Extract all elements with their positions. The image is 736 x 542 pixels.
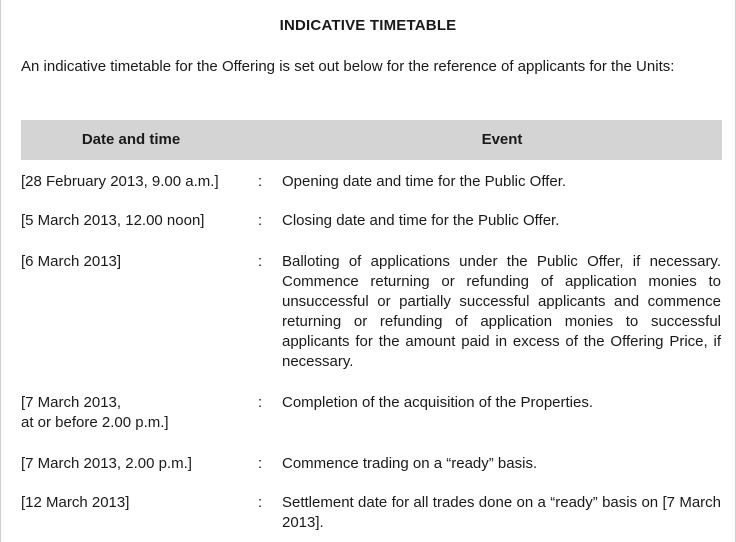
intro-paragraph: An indicative timetable for the Offering is set out below for the reference of applicants for the Units: xyxy=(21,58,675,75)
row-date: [12 March 2013] xyxy=(21,494,130,511)
row-date: [5 March 2013, 12.00 noon] xyxy=(21,212,205,229)
row-event: Commence trading on a “ready” basis. xyxy=(282,455,538,472)
page-border-left xyxy=(0,0,1,542)
row-date: [7 March 2013, at or before 2.00 p.m.] xyxy=(21,394,169,431)
row-separator: : xyxy=(258,394,263,411)
row-event: Closing date and time for the Public Offer. xyxy=(282,212,560,229)
row-date: [6 March 2013] xyxy=(21,253,122,270)
row-separator: : xyxy=(258,212,263,229)
row-separator: : xyxy=(258,494,263,511)
page-title: INDICATIVE TIMETABLE xyxy=(279,17,457,34)
header-date: Date and time xyxy=(81,131,181,148)
row-separator: : xyxy=(258,173,263,190)
row-event: Opening date and time for the Public Offer. xyxy=(282,173,567,190)
row-event: Completion of the acquisition of the Properties. xyxy=(282,394,594,411)
row-separator: : xyxy=(258,253,263,270)
row-event: Settlement date for all trades done on a “ready” basis on [7 March 2013]. xyxy=(282,494,721,531)
row-event: Balloting of applications under the Public Offer, if necessary. Commence returning or refunding of application monies to unsuccessful or partially successful applicants and commence returning or refunding of application monies to successful applicants for the amount paid in excess of the Offering Price, if necessary. xyxy=(282,253,721,370)
row-date: [28 February 2013, 9.00 a.m.] xyxy=(21,173,219,190)
header-event: Event xyxy=(481,131,523,148)
row-date: [7 March 2013, 2.00 p.m.] xyxy=(21,455,192,472)
row-separator: : xyxy=(258,455,263,472)
